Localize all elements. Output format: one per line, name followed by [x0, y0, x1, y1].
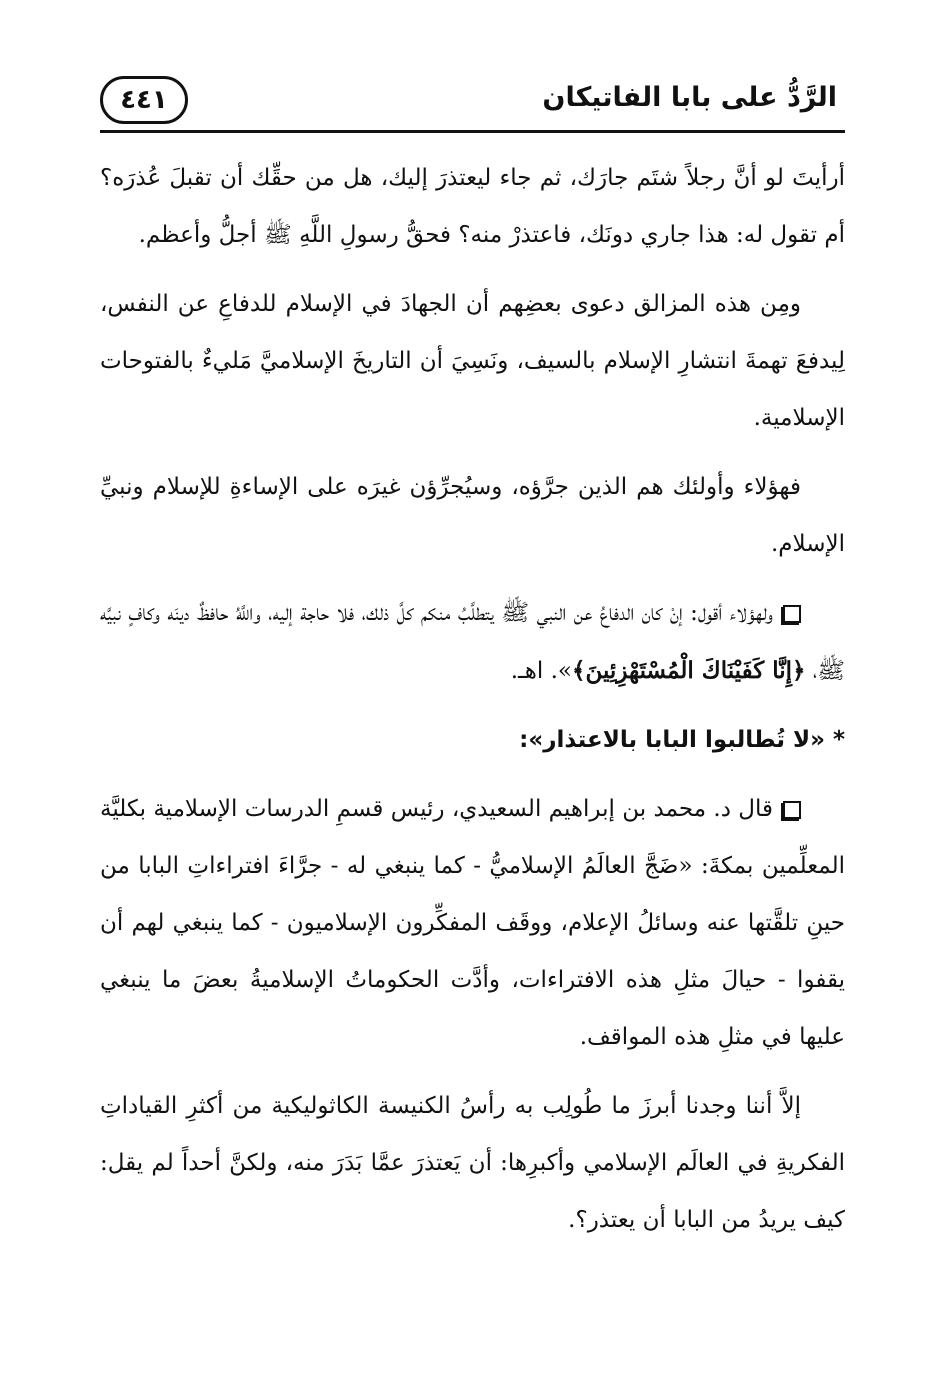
- square-bullet-icon: [783, 605, 801, 623]
- paragraph: [100, 276, 845, 447]
- paragraph-text: [100, 781, 845, 1066]
- header-rule: [100, 130, 845, 133]
- running-title: الرَّدُّ على بابا الفاتيكان: [542, 82, 837, 113]
- paragraph-text: إلاَّ أننا وجدنا أبرزَ ما طُولِب به رأسُ الكنيسة الكاثوليكية من أكثرِ القياداتِ الفكريةِ في العالَم الإسلامي وأكبرِها: أن يَعتذرَ عمَّا بَدَرَ منه، ولكنَّ أحداً لم يقل: كيف يريدُ من البابا أن يعتذر؟.: [100, 1093, 845, 1233]
- paragraph: [100, 781, 845, 1066]
- page-body: [100, 150, 845, 1261]
- paragraph: [100, 150, 845, 264]
- page-header: [100, 70, 845, 140]
- paragraph-text: فهؤلاء وأولئك هم الذين جرَّؤه، وسيُجرِّؤن غيرَه على الإساءةِ للإسلام ونبيِّ الإسلام.: [100, 474, 845, 557]
- paragraph-text-after: ». اهـ.: [510, 658, 572, 684]
- square-bullet-icon: [783, 801, 801, 819]
- paragraph-text: أرأيتَ لو أنَّ رجلاً شتَم جارَك، ثم جاء ليعتذرَ إليك، هل من حقِّك أن تقبلَ عُذرَه؟ أم تقول له: هذا جاري دونَك، فاعتذرْ منه؟ فحقُّ رسولِ اللَّهِ ﷺ أجلُّ وأعظم.: [100, 165, 845, 248]
- paragraph-text: [100, 585, 845, 700]
- paragraph: [100, 585, 845, 700]
- quran-verse: ﴿إِنَّا كَفَيْنَاكَ الْمُسْتَهْزِئِينَ﴾: [572, 657, 806, 684]
- paragraph: [100, 1078, 845, 1249]
- page-number: ٤٤١: [100, 76, 188, 124]
- paragraph: [100, 459, 845, 573]
- paragraph-text: ومِن هذه المزالق دعوى بعضِهم أن الجهادَ في الإسلام للدفاعِ عن النفس، لِيدفعَ تهمةَ انتشارِ الإسلام بالسيف، ونَسِيَ أن التاريخَ الإسلاميَّ مَليءٌ بالفتوحات الإسلامية.: [100, 291, 845, 431]
- paragraph-text-before: ولهؤلاء أقول: إنْ كان الدفاعُ عن النبي ﷺ يتطلَّبُ منكم كلَّ ذلك، فلا حاجة إليه، واللَّهُ حافظٌ دينَه وكافٍ نبيَّه ﷺ،: [100, 600, 845, 684]
- section-heading: * «لا تُطالبوا البابا بالاعتذار»:: [519, 727, 845, 753]
- paragraph-text-body: قال د. محمد بن إبراهيم السعيدي، رئيس قسمِ الدرسات الإسلامية بكليَّة المعلِّمين بمكةَ: «ضَجَّ العالَمُ الإسلاميُّ - كما ينبغي له - جرَّاءَ افتراءاتِ البابا من حينِ تلقَّتها عنه وسائلُ الإعلام، ووقَف المفكِّرون الإسلاميون - كما ينبغي لهم أن يقفوا - حيالَ مثلِ هذه الافتراءات، وأدَّت الحكوماتُ الإسلاميةُ بعضَ ما ينبغي عليها في مثلِ هذه المواقف.: [100, 796, 845, 1050]
